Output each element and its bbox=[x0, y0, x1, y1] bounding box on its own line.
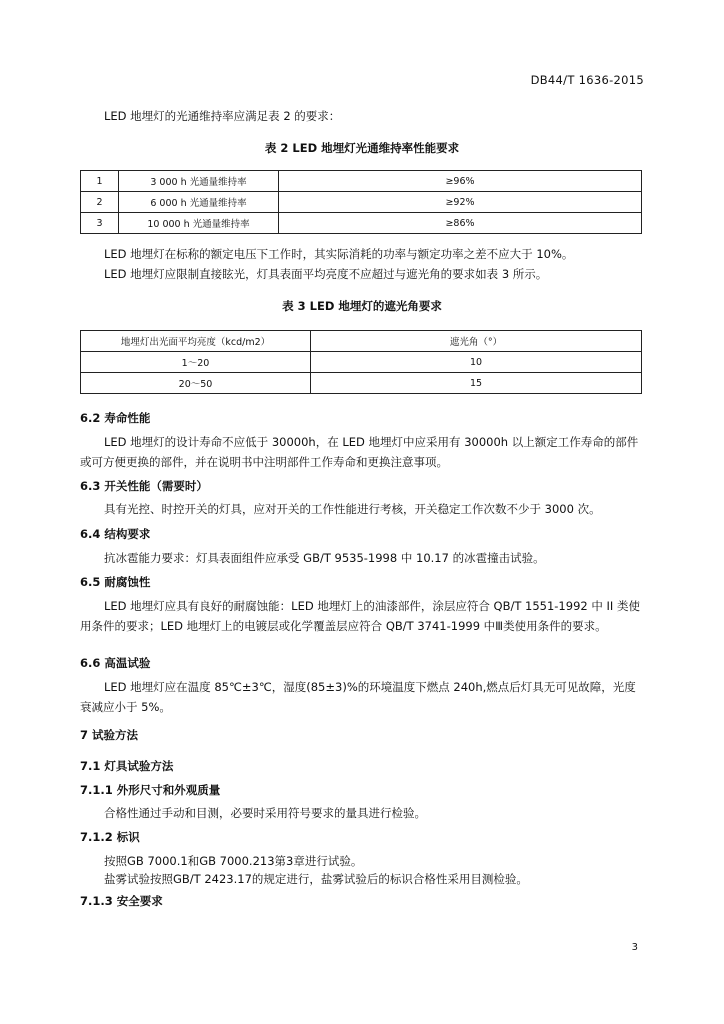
section-7-1-heading: 7.1 灯具试验方法 bbox=[80, 759, 174, 773]
section-7-1-1-text: 合格性通过手动和目测，必要时采用符号要求的量具进行检验。 bbox=[104, 806, 426, 820]
standard-code: DB44/T 1636-2015 bbox=[530, 73, 644, 87]
section-7-1-2-heading: 7.1.2 标识 bbox=[80, 830, 140, 844]
section-6-3-heading: 6.3 开关性能（需要时） bbox=[80, 479, 208, 493]
table2-lumen-maintenance bbox=[80, 170, 642, 234]
table-header-cell: 遮光角（°） bbox=[311, 331, 642, 352]
table-cell: 15 bbox=[311, 373, 642, 394]
section-6-2-heading: 6.2 寿命性能 bbox=[80, 411, 151, 425]
table3-shielding-angle bbox=[80, 330, 642, 394]
lumen-intro-paragraph: LED 地埋灯的光通维持率应满足表 2 的要求： bbox=[104, 109, 341, 123]
table-cell: 10 bbox=[311, 352, 642, 373]
table-cell: 3 bbox=[81, 213, 119, 234]
table-cell: 10 000 h 光通量维持率 bbox=[119, 213, 279, 234]
table-cell: 6 000 h 光通量维持率 bbox=[119, 192, 279, 213]
table-cell: 1～20 bbox=[81, 352, 311, 373]
section-6-3-text: 具有光控、时控开关的灯具，应对开关的工作性能进行考核，开关稳定工作次数不少于 3000 次。 bbox=[104, 502, 601, 516]
page-number: 3 bbox=[631, 942, 638, 953]
table-cell: ≥86% bbox=[279, 213, 642, 234]
section-7-heading: 7 试验方法 bbox=[80, 728, 139, 742]
table2-caption: 表 2 LED 地埋灯光通维持率性能要求 bbox=[264, 141, 460, 155]
glare-paragraph: LED 地埋灯应限制直接眩光，灯具表面平均亮度不应超过与遮光角的要求如表 3 所示。 bbox=[104, 267, 548, 281]
section-7-1-2-text-2: 盐雾试验按照GB/T 2423.17的规定进行，盐雾试验后的标识合格性采用目测检验。 bbox=[104, 872, 528, 886]
table-row bbox=[81, 213, 642, 234]
table-header-cell: 地埋灯出光面平均亮度（kcd/m2） bbox=[81, 331, 311, 352]
table-cell: 3 000 h 光通量维持率 bbox=[119, 171, 279, 192]
section-6-2-text: LED 地埋灯的设计寿命不应低于 30000h，在 LED 地埋灯中应采用有 30000h 以上额定工作寿命的部件或可方便更换的部件，并在说明书中注明部件工作寿命和更换注意事项。 bbox=[80, 435, 639, 469]
table-row bbox=[81, 373, 642, 394]
table-cell: 20～50 bbox=[81, 373, 311, 394]
section-6-6-heading: 6.6 高温试验 bbox=[80, 656, 151, 670]
table-cell: 2 bbox=[81, 192, 119, 213]
table-row bbox=[81, 192, 642, 213]
section-6-4-heading: 6.4 结构要求 bbox=[80, 527, 151, 541]
table-cell: 1 bbox=[81, 171, 119, 192]
table3-caption: 表 3 LED 地埋灯的遮光角要求 bbox=[282, 299, 442, 313]
section-7-1-2-text-1: 按照GB 7000.1和GB 7000.213第3章进行试验。 bbox=[104, 854, 363, 868]
section-6-5-heading: 6.5 耐腐蚀性 bbox=[80, 575, 151, 589]
section-6-6-text: LED 地埋灯应在温度 85℃±3℃，湿度(85±3)%的环境温度下燃点 240h,燃点后灯具无可见故障，光度衰减应小于 5%。 bbox=[80, 680, 636, 714]
table-row bbox=[81, 352, 642, 373]
table-cell: ≥92% bbox=[279, 192, 642, 213]
table-header-row bbox=[81, 331, 642, 352]
section-6-4-text: 抗冰雹能力要求：灯具表面组件应承受 GB/T 9535-1998 中 10.17 的冰雹撞击试验。 bbox=[104, 551, 545, 565]
section-7-1-1-heading: 7.1.1 外形尺寸和外观质量 bbox=[80, 783, 221, 797]
section-6-5-text: LED 地埋灯应具有良好的耐腐蚀能：LED 地埋灯上的油漆部件，涂层应符合 QB/T 1551-1992 中 II 类使用条件的要求；LED 地埋灯上的电镀层或化学覆盖层应符合 QB/T 3741-1999 中Ⅲ类使用条件的要求。 bbox=[80, 599, 640, 633]
table-cell: ≥96% bbox=[279, 171, 642, 192]
section-7-1-3-heading: 7.1.3 安全要求 bbox=[80, 894, 163, 908]
table-row bbox=[81, 171, 642, 192]
power-paragraph: LED 地埋灯在标称的额定电压下工作时，其实际消耗的功率与额定功率之差不应大于 10%。 bbox=[104, 247, 574, 261]
